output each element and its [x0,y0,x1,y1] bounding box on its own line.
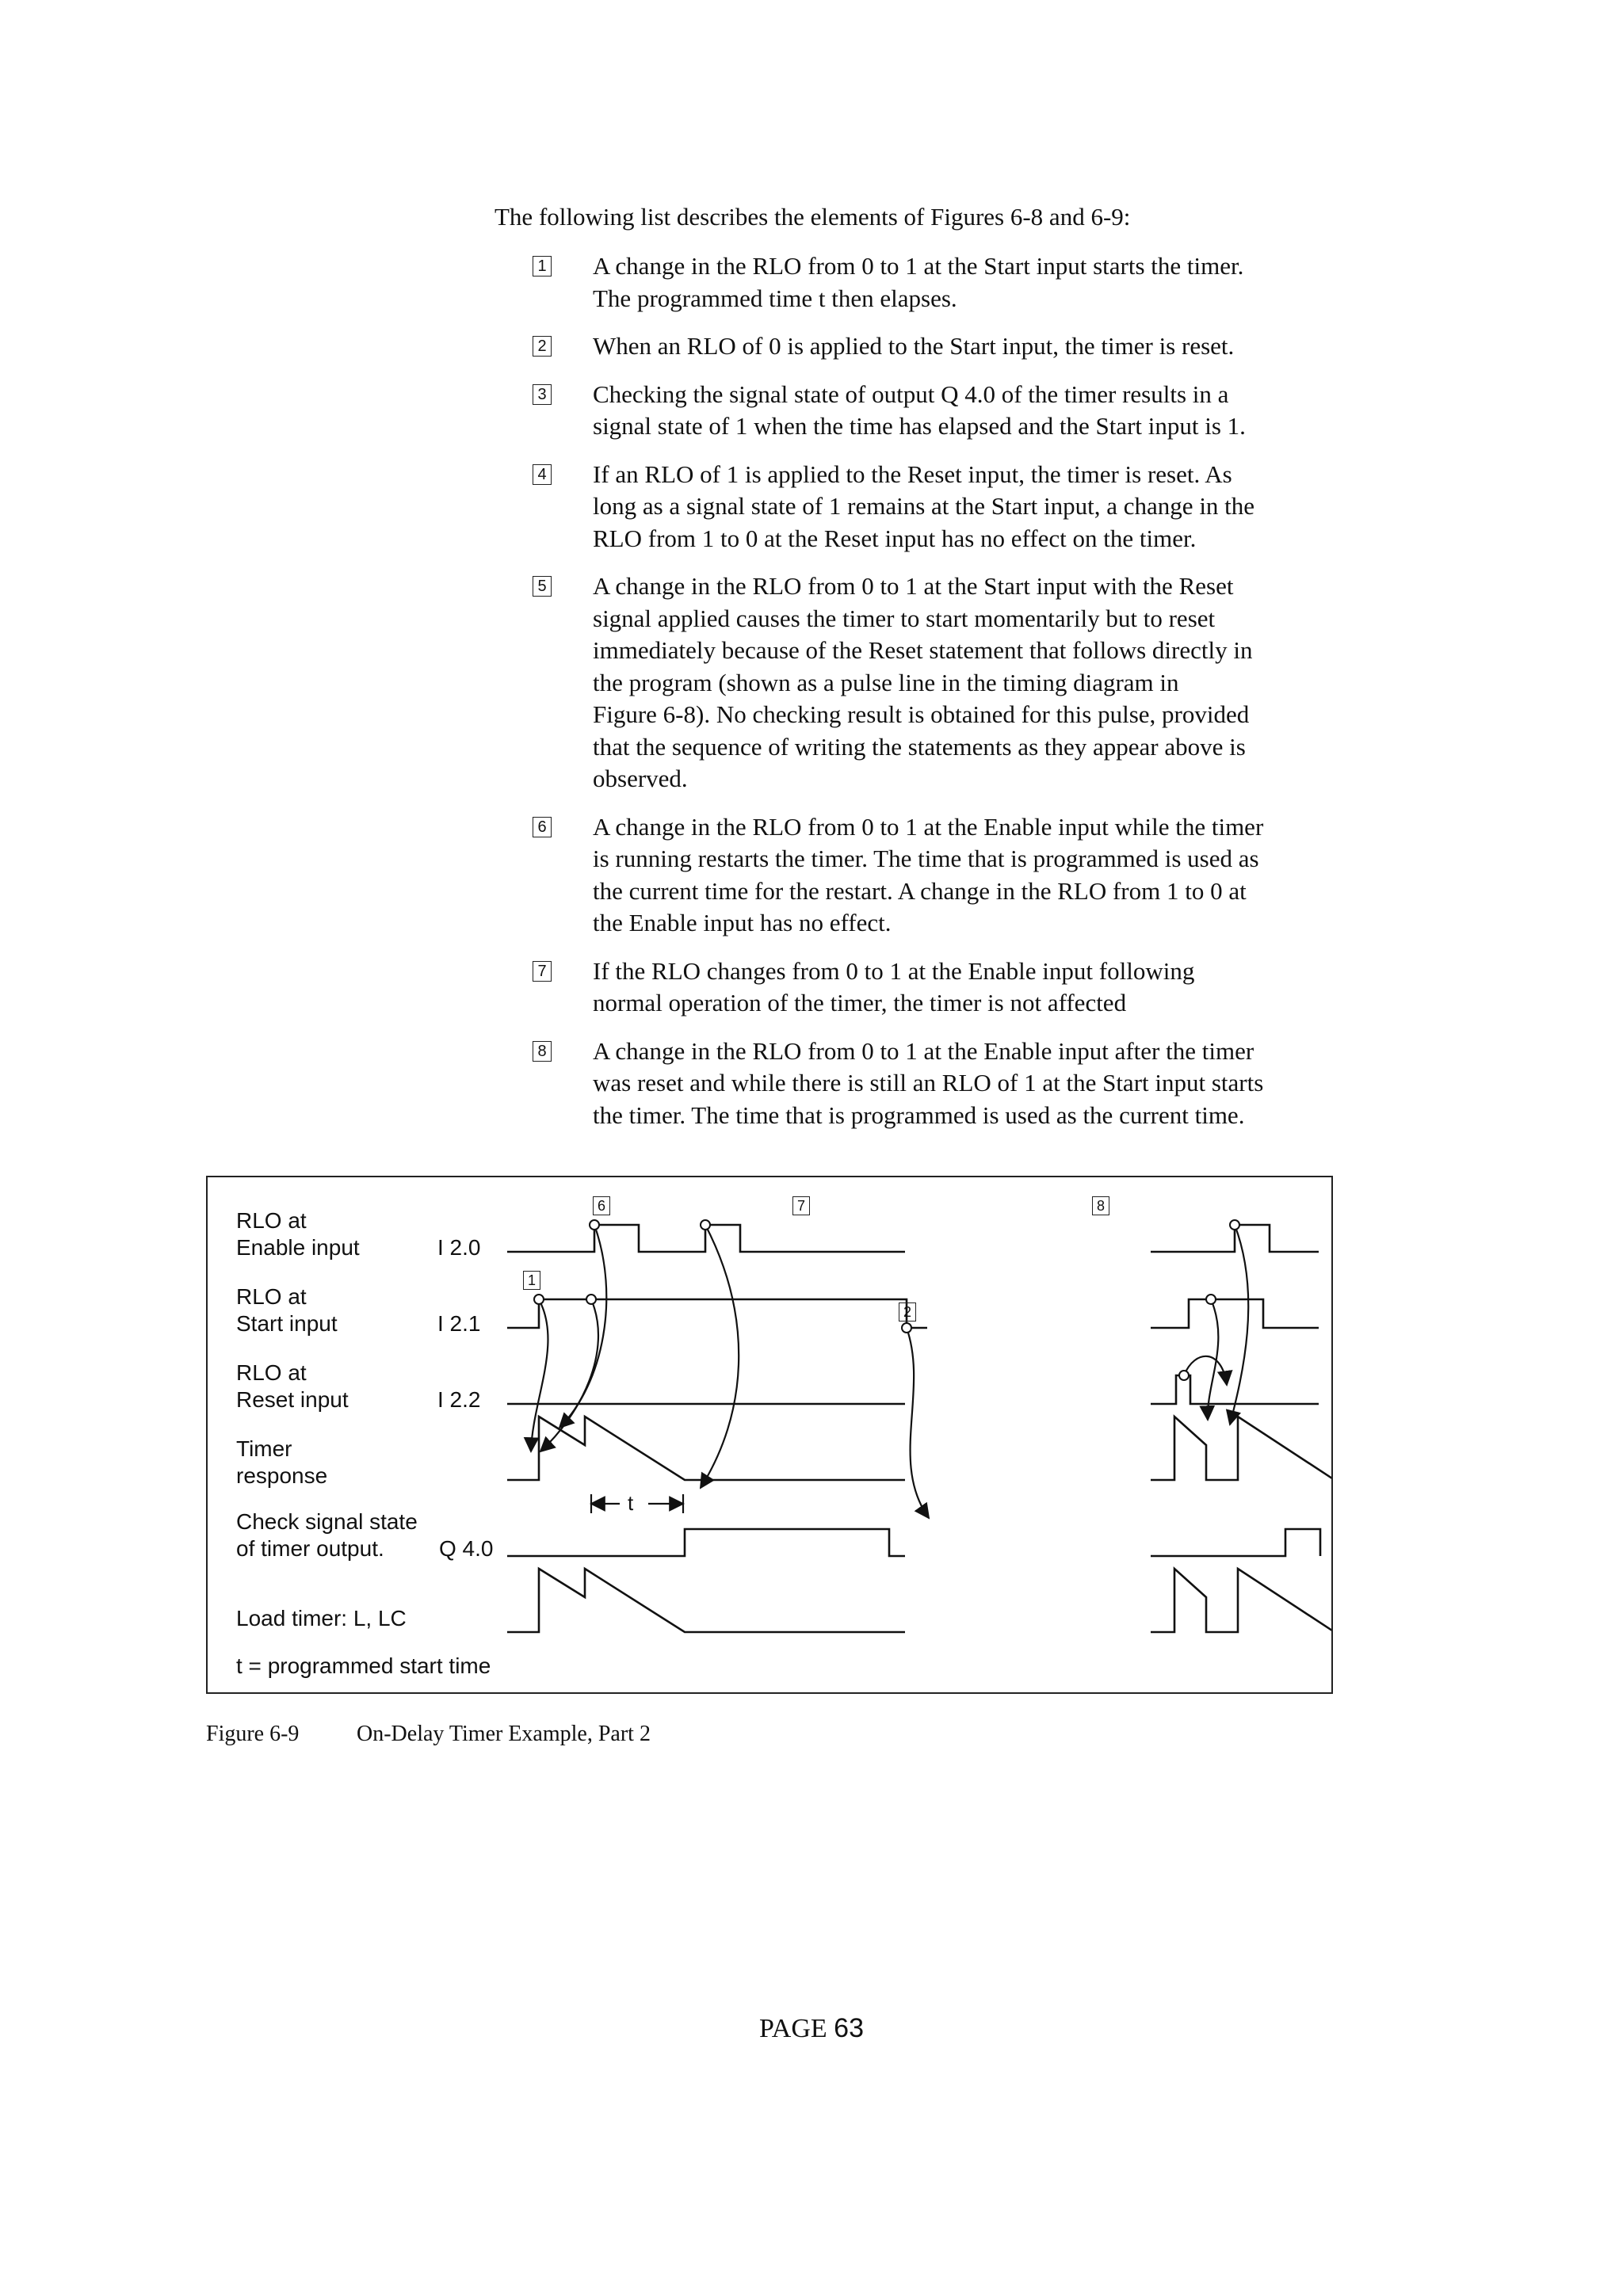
figure-title: On-Delay Timer Example, Part 2 [357,1722,651,1746]
marker-box: 1 [523,1271,540,1290]
item-number-box: 7 [533,961,552,982]
item-line: immediately because of the Reset statement that follows directly in [593,636,1253,664]
edge-circle [586,1295,596,1304]
waveform-timer-response [507,1417,1331,1480]
figure-footnote: t = programmed start time [236,1653,491,1678]
list-item [533,955,1373,1020]
item-number-box: 3 [533,384,552,405]
item-line: the Enable input has no effect. [593,909,892,936]
waveform-output-q40 [507,1529,1320,1556]
figure-number: Figure 6-9 [206,1722,300,1746]
item-line: A change in the RLO from 0 to 1 at the Enable input after the timer [593,1036,1254,1065]
marker-box: 7 [792,1196,810,1215]
list-item [533,811,1373,940]
item-line: that the sequence of writing the statements as they appear above is [593,732,1246,761]
item-line: the current time for the restart. A change in the RLO from 1 to 0 at [593,876,1247,905]
item-line: the timer. The time that is programmed is used as the current time. [593,1100,1245,1129]
item-line: A change in the RLO from 0 to 1 at the Start input with the Reset [593,572,1234,600]
arrow-7 [701,1225,739,1488]
item-line: When an RLO of 0 is applied to the Start input, the timer is reset. [593,332,1235,360]
item-number-box: 4 [533,464,552,485]
arrow-6a [559,1225,606,1428]
item-line: If an RLO of 1 is applied to the Reset input, the timer is reset. As [593,460,1232,488]
edge-circle [902,1323,911,1333]
element-list [533,250,1373,1147]
item-line: A change in the RLO from 0 to 1 at the Enable input while the timer [593,812,1264,841]
item-number-box: 2 [533,336,552,357]
timing-diagram [206,1176,1333,1694]
list-item [533,379,1373,443]
arrow-4 [1208,1299,1218,1420]
edge-circle [1230,1220,1239,1230]
marker-box: 2 [899,1302,916,1322]
list-item [533,570,1373,795]
edge-circle [701,1220,710,1230]
waveform-enable [507,1225,1319,1252]
item-line: RLO from 1 to 0 at the Reset input has no effect on the timer. [593,524,1197,552]
item-number-box: 1 [533,256,552,277]
arrow-6b [540,1299,598,1451]
edge-circle [534,1295,544,1304]
figure-caption [206,1721,651,1748]
label-check-output: Check signal state of timer output. [236,1509,418,1561]
item-line: observed. [593,765,688,792]
intro-paragraph: The following list describes the elements of Figures 6-8 and 6-9: [495,203,1131,231]
item-line: A change in the RLO from 0 to 1 at the Start input starts the timer. [593,252,1244,280]
label-reset: RLO at Reset input [236,1360,349,1412]
marker-box: 8 [1092,1196,1109,1215]
item-line: normal operation of the timer, the timer is not affected [593,989,1127,1016]
item-line: was reset and while there is still an RLO of 1 at the Start input starts [593,1069,1264,1097]
item-line: The programmed time t then elapses. [593,284,957,312]
arrow-8a [1230,1225,1248,1425]
label-start: RLO at Start input [236,1284,338,1336]
edge-circle [1179,1371,1189,1380]
address-start: I 2.1 [437,1311,481,1336]
page-label: PAGE [759,2014,827,2043]
item-line: long as a signal state of 1 remains at the Start input, a change in the [593,492,1255,520]
item-line: is running restarts the timer. The time that is programmed is used as [593,845,1259,872]
edge-circle [590,1220,599,1230]
item-line: Checking the signal state of output Q 4.0 of the timer results in a [593,379,1229,408]
item-number-box: 5 [533,576,552,597]
item-line: Figure 6-8). No checking result is obtained for this pulse, provided [593,700,1250,728]
address-enable: I 2.0 [437,1235,481,1260]
edge-circle [1206,1295,1216,1304]
item-line: signal state of 1 when the time has elapsed and the Start input is 1. [593,412,1246,440]
item-number-box: 6 [533,817,552,837]
page-footer [0,2012,1623,2045]
item-line: the program (shown as a pulse line in the timing diagram in [593,668,1179,696]
t-label: t [628,1491,634,1515]
label-enable: RLO at Enable input [236,1208,360,1260]
list-item [533,1035,1373,1132]
list-item [533,330,1373,363]
marker-box: 6 [593,1196,610,1215]
arrow-2 [907,1328,929,1518]
label-timer-response: Timer response [236,1436,328,1488]
waveform-load-timer [507,1569,1331,1632]
address-output: Q 4.0 [439,1536,494,1561]
list-item [533,250,1373,315]
list-item [533,459,1373,555]
item-number-box: 8 [533,1041,552,1062]
address-reset: I 2.2 [437,1387,481,1412]
label-load-timer: Load timer: L, LC [236,1606,407,1630]
page-number: 63 [834,2013,864,2043]
item-line: If the RLO changes from 0 to 1 at the Enable input following [593,956,1195,985]
item-line: signal applied causes the timer to start momentarily but to reset [593,604,1216,632]
